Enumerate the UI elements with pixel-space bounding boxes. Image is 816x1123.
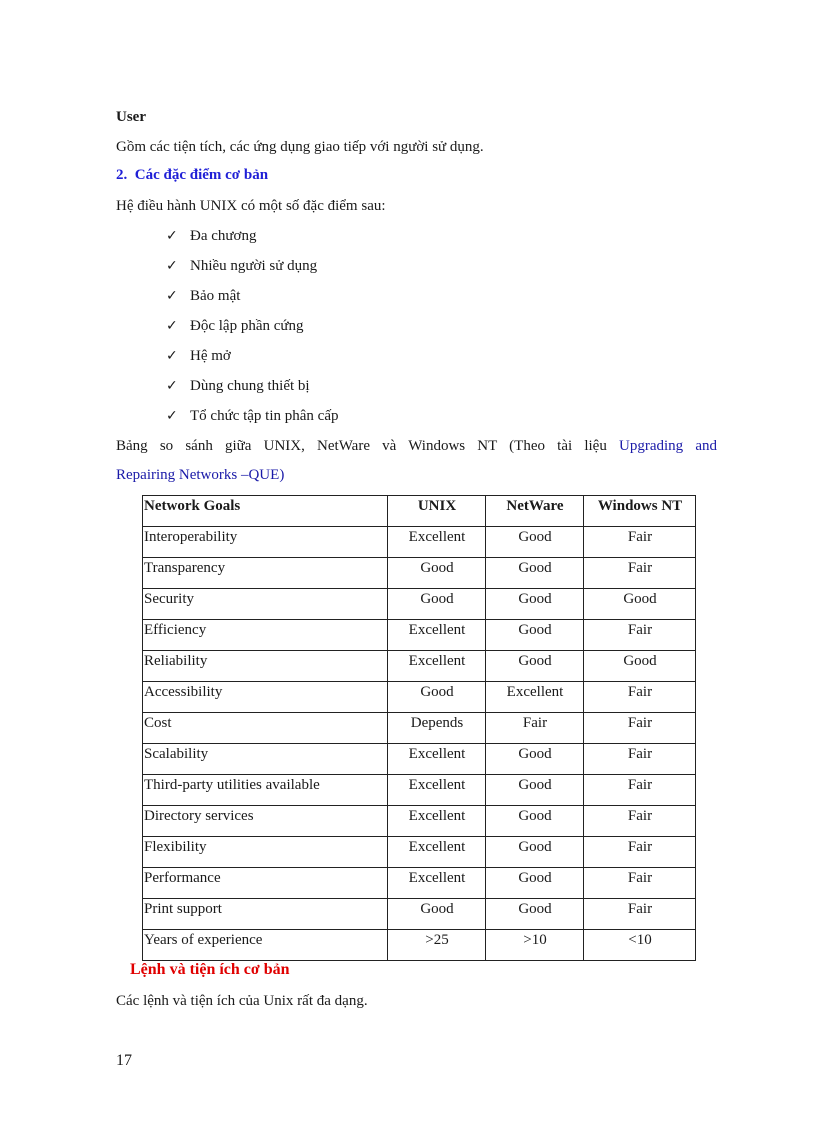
table-row [143, 837, 696, 868]
cell-goal: Cost [143, 713, 388, 744]
table-header-row [143, 496, 696, 527]
list-item [166, 317, 304, 335]
cell-netware: Good [486, 589, 584, 620]
cell-unix: Excellent [388, 744, 486, 775]
cell-unix: Depends [388, 713, 486, 744]
cell-netware: Good [486, 651, 584, 682]
section-number: 2. [116, 167, 128, 183]
table-row [143, 682, 696, 713]
table-row [143, 868, 696, 899]
cell-goal: Years of experience [143, 930, 388, 961]
table-row [143, 744, 696, 775]
table-row [143, 899, 696, 930]
table-row [143, 558, 696, 589]
cell-goal: Scalability [143, 744, 388, 775]
cell-goal: Transparency [143, 558, 388, 589]
header-network-goals: Network Goals [143, 496, 388, 527]
section-title: Các đặc điểm cơ bản [134, 167, 269, 183]
cell-unix: Excellent [388, 775, 486, 806]
cell-goal: Reliability [143, 651, 388, 682]
list-item-label: Bảo mật [190, 288, 241, 304]
cell-goal: Efficiency [143, 620, 388, 651]
table-row [143, 589, 696, 620]
table-row [143, 527, 696, 558]
section-heading [116, 166, 268, 184]
list-item [166, 377, 310, 395]
table-row [143, 930, 696, 961]
list-item [166, 287, 240, 305]
cell-windows-nt: Fair [584, 899, 696, 930]
checkmark-icon: ✓ [166, 228, 178, 244]
checkmark-icon: ✓ [166, 378, 178, 394]
list-item [166, 227, 256, 245]
table-row [143, 651, 696, 682]
cell-windows-nt: Good [584, 651, 696, 682]
comparison-table [142, 495, 696, 961]
features-intro: Hệ điều hành UNIX có một số đặc điểm sau: [116, 198, 386, 214]
cell-unix: >25 [388, 930, 486, 961]
list-item [166, 347, 231, 365]
commands-description: Các lệnh và tiện ích của Unix rất đa dạng. [116, 993, 368, 1009]
cell-unix: Excellent [388, 868, 486, 899]
cell-netware: Good [486, 806, 584, 837]
cell-windows-nt: Fair [584, 620, 696, 651]
cell-netware: >10 [486, 930, 584, 961]
list-item [166, 407, 339, 425]
cell-windows-nt: Fair [584, 837, 696, 868]
cell-netware: Good [486, 744, 584, 775]
list-item [166, 257, 317, 275]
cell-goal: Flexibility [143, 837, 388, 868]
cell-unix: Good [388, 558, 486, 589]
cell-goal: Third-party utilities available [143, 775, 388, 806]
cell-goal: Print support [143, 899, 388, 930]
cell-windows-nt: Fair [584, 713, 696, 744]
checkmark-icon: ✓ [166, 258, 178, 274]
cell-goal: Security [143, 589, 388, 620]
cell-windows-nt: Fair [584, 868, 696, 899]
cell-goal: Directory services [143, 806, 388, 837]
page-number: 17 [116, 1052, 132, 1069]
table-row [143, 806, 696, 837]
cell-netware: Fair [486, 713, 584, 744]
cell-unix: Excellent [388, 527, 486, 558]
user-description: Gồm các tiện tích, các ứng dụng giao tiếp với người sử dụng. [116, 139, 484, 155]
header-unix: UNIX [388, 496, 486, 527]
cell-windows-nt: <10 [584, 930, 696, 961]
list-item-label: Tổ chức tập tin phân cấp [190, 408, 339, 424]
list-item-label: Hệ mở [190, 348, 231, 364]
cell-netware: Good [486, 837, 584, 868]
commands-heading: Lệnh và tiện ích cơ bản [130, 961, 290, 978]
cell-netware: Good [486, 527, 584, 558]
comparison-intro-line1 [116, 437, 717, 455]
cell-windows-nt: Fair [584, 775, 696, 806]
checkmark-icon: ✓ [166, 288, 178, 304]
cell-unix: Good [388, 899, 486, 930]
cell-unix: Good [388, 682, 486, 713]
cell-netware: Excellent [486, 682, 584, 713]
checkmark-icon: ✓ [166, 348, 178, 364]
cell-netware: Good [486, 868, 584, 899]
cell-goal: Interoperability [143, 527, 388, 558]
cell-windows-nt: Good [584, 589, 696, 620]
table-row [143, 713, 696, 744]
cell-windows-nt: Fair [584, 682, 696, 713]
list-item-label: Độc lập phần cứng [190, 318, 304, 334]
cell-unix: Excellent [388, 651, 486, 682]
checkmark-icon: ✓ [166, 318, 178, 334]
reference-link-cont[interactable]: Repairing Networks –QUE [116, 467, 280, 483]
cell-goal: Performance [143, 868, 388, 899]
cell-windows-nt: Fair [584, 527, 696, 558]
cell-windows-nt: Fair [584, 558, 696, 589]
table-row [143, 775, 696, 806]
cell-netware: Good [486, 899, 584, 930]
cell-goal: Accessibility [143, 682, 388, 713]
cell-unix: Excellent [388, 620, 486, 651]
cell-unix: Excellent [388, 806, 486, 837]
cell-netware: Good [486, 620, 584, 651]
list-item-label: Dùng chung thiết bị [190, 378, 310, 394]
cell-netware: Good [486, 558, 584, 589]
list-item-label: Nhiều người sử dụng [190, 258, 318, 274]
table-row [143, 620, 696, 651]
comparison-intro-text: Bảng so sánh giữa UNIX, NetWare và Windows NT (Theo tài liệu [116, 438, 607, 454]
list-item-label: Đa chương [190, 228, 257, 244]
reference-link[interactable]: Upgrading and [619, 438, 717, 454]
closing-paren: ) [279, 467, 285, 483]
header-netware: NetWare [486, 496, 584, 527]
comparison-intro-line2 [116, 466, 284, 484]
user-heading: User [116, 109, 146, 125]
cell-windows-nt: Fair [584, 806, 696, 837]
cell-unix: Good [388, 589, 486, 620]
cell-unix: Excellent [388, 837, 486, 868]
header-windows-nt: Windows NT [584, 496, 696, 527]
checkmark-icon: ✓ [166, 408, 178, 424]
cell-windows-nt: Fair [584, 744, 696, 775]
cell-netware: Good [486, 775, 584, 806]
